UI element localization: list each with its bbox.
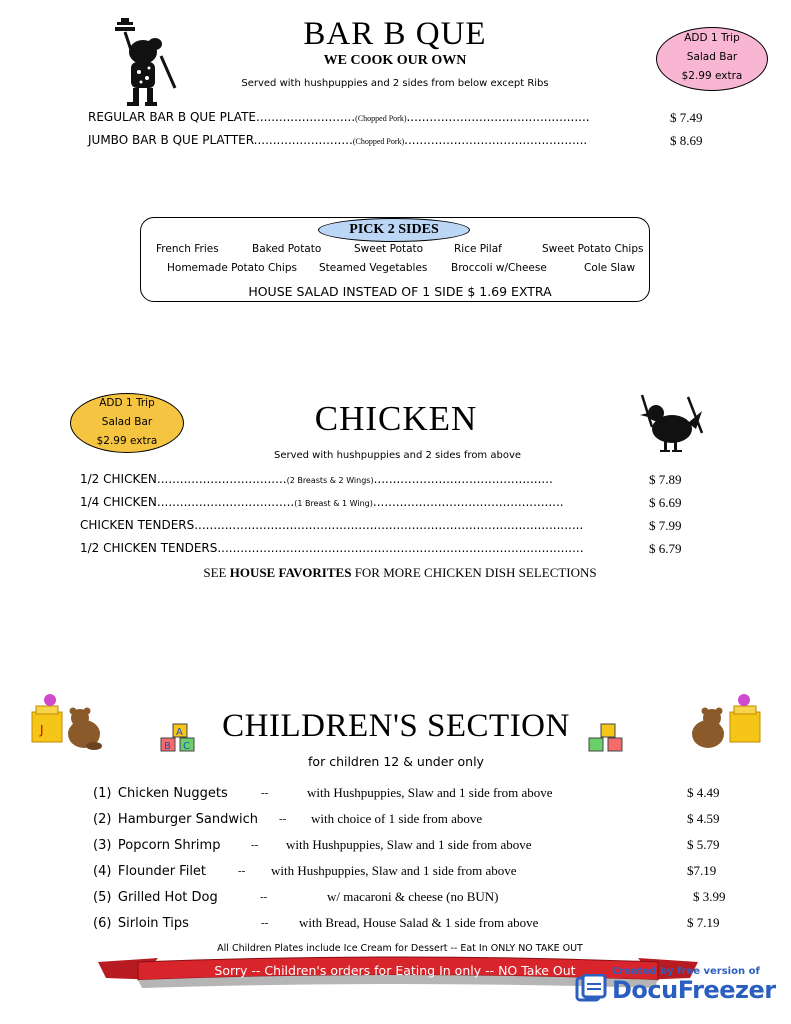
item-description: w/ macaroni & cheese (no BUN) bbox=[327, 889, 499, 904]
menu-item-row bbox=[88, 133, 713, 147]
item-name: Sirloin Tips bbox=[117, 916, 189, 931]
menu-item-row bbox=[80, 472, 700, 486]
item-price: $ 7.19 bbox=[687, 915, 720, 930]
item-dots: ............................................... bbox=[373, 472, 553, 486]
item-dash: -- bbox=[261, 917, 269, 929]
item-dash: -- bbox=[279, 813, 287, 825]
children-footnote: All Children Plates include Ice Cream for Dessert -- Eat In ONLY NO TAKE OUT bbox=[217, 943, 583, 954]
watermark-caption: Created by free version of bbox=[612, 966, 760, 977]
item-name: 1/2 CHICKEN.................................. bbox=[80, 472, 287, 486]
item-number: (3) bbox=[93, 838, 112, 853]
item-price: $ 4.59 bbox=[687, 811, 720, 826]
see-bold: HOUSE FAVORITES bbox=[229, 565, 352, 580]
banner-text: Sorry -- Children's orders for Eating In only -- NO Take Out bbox=[214, 963, 576, 978]
kids-item-row bbox=[93, 863, 733, 879]
item-note: (Chopped Pork) bbox=[352, 137, 405, 146]
item-price: $ 7.89 bbox=[649, 472, 682, 487]
item-price: $ 4.49 bbox=[687, 785, 720, 800]
salad-bar-line1: ADD 1 Trip bbox=[684, 32, 740, 44]
side-option: Broccoli w/Cheese bbox=[451, 262, 547, 274]
children-title: CHILDREN'S SECTION bbox=[222, 708, 570, 744]
item-name: Popcorn Shrimp bbox=[117, 838, 221, 853]
block-letter: B bbox=[164, 741, 171, 752]
docufreezer-logo-icon bbox=[573, 974, 609, 1004]
item-number: (2) bbox=[93, 812, 112, 827]
see-suffix: FOR MORE CHICKEN DISH SELECTIONS bbox=[351, 565, 597, 580]
item-dots: ................................................ bbox=[406, 110, 590, 124]
item-price: $7.19 bbox=[687, 863, 717, 878]
item-name: JUMBO BAR B QUE PLATTER.......................... bbox=[88, 133, 353, 147]
bbq-served-note: Served with hushpuppies and 2 sides from below except Ribs bbox=[241, 78, 549, 89]
item-description: with Bread, House Salad & 1 side from above bbox=[299, 915, 539, 930]
side-option: French Fries bbox=[156, 243, 219, 255]
block-letter: C bbox=[183, 741, 190, 752]
item-name: Grilled Hot Dog bbox=[117, 890, 218, 905]
bbq-subtitle: WE COOK OUR OWN bbox=[323, 53, 467, 68]
sides-title: PICK 2 SIDES bbox=[318, 218, 470, 242]
item-price: $ 7.49 bbox=[670, 110, 703, 125]
item-description: with Hushpuppies, Slaw and 1 side from above bbox=[307, 785, 553, 800]
item-price: $ 5.79 bbox=[687, 837, 720, 852]
item-price: $ 6.79 bbox=[649, 541, 682, 556]
abc-blocks-icon bbox=[160, 723, 200, 753]
bbq-title: BAR B QUE bbox=[303, 16, 487, 52]
salad-bar-badge bbox=[656, 27, 768, 91]
item-price: $ 3.99 bbox=[693, 889, 726, 904]
see-prefix: SEE bbox=[203, 565, 230, 580]
side-option: Baked Potato bbox=[252, 243, 322, 255]
salad-bar-line3: $2.99 extra bbox=[96, 435, 158, 447]
item-description: with Hushpuppies, Slaw and 1 side from above bbox=[271, 863, 517, 878]
side-option: Steamed Vegetables bbox=[319, 262, 428, 274]
house-favorites-note bbox=[120, 565, 680, 581]
svg-text:J: J bbox=[40, 723, 44, 737]
item-number: (4) bbox=[93, 864, 112, 879]
item-name: 1/4 CHICKEN.................................... bbox=[80, 495, 295, 509]
kids-item-row bbox=[93, 785, 733, 801]
item-name: REGULAR BAR B QUE PLATE.......................... bbox=[88, 110, 356, 124]
item-dash: -- bbox=[251, 839, 259, 851]
menu-item-row bbox=[80, 518, 700, 532]
item-price: $ 8.69 bbox=[670, 133, 703, 148]
menu-item-row bbox=[80, 495, 700, 509]
salad-bar-line2: Salad Bar bbox=[101, 416, 153, 428]
item-dots: .................................................. bbox=[372, 495, 564, 509]
item-number: (5) bbox=[93, 890, 112, 905]
chicken-with-utensils-icon bbox=[634, 393, 706, 455]
item-number: (1) bbox=[93, 786, 112, 801]
kids-item-row bbox=[93, 811, 733, 827]
children-subtitle: for children 12 & under only bbox=[308, 754, 484, 769]
side-option: Homemade Potato Chips bbox=[167, 262, 297, 274]
item-description: with Hushpuppies, Slaw and 1 side from above bbox=[286, 837, 532, 852]
item-price: $ 7.99 bbox=[649, 518, 682, 533]
item-name: Hamburger Sandwich bbox=[117, 812, 259, 827]
kids-item-row bbox=[93, 889, 733, 905]
menu-item-row bbox=[88, 110, 713, 124]
item-note: (1 Breast & 1 Wing) bbox=[294, 499, 373, 508]
item-description: with choice of 1 side from above bbox=[311, 811, 483, 826]
chicken-title: CHICKEN bbox=[314, 399, 478, 438]
item-price: $ 6.69 bbox=[649, 495, 682, 510]
side-option: Sweet Potato bbox=[354, 243, 424, 255]
item-name: Chicken Nuggets bbox=[117, 786, 228, 801]
watermark-brand: DocuFreezer bbox=[612, 976, 776, 1004]
jack-in-the-box-teddy-icon bbox=[24, 690, 108, 754]
abc-blocks-icon bbox=[588, 723, 628, 753]
kids-item-row bbox=[93, 837, 733, 853]
side-option: Cole Slaw bbox=[584, 262, 636, 274]
salad-bar-line2: Salad Bar bbox=[686, 51, 738, 63]
item-dash: -- bbox=[260, 891, 268, 903]
item-dots: ................................................ bbox=[404, 133, 588, 147]
item-dash: -- bbox=[238, 865, 246, 877]
item-dash: -- bbox=[261, 787, 269, 799]
chicken-served-note: Served with hushpuppies and 2 sides from above bbox=[273, 450, 522, 461]
block-letter: A bbox=[176, 727, 183, 738]
kids-item-row bbox=[93, 915, 733, 931]
item-number: (6) bbox=[93, 916, 112, 931]
side-option: Rice Pilaf bbox=[454, 243, 502, 255]
jack-in-the-box-teddy-icon bbox=[684, 690, 768, 754]
salad-bar-line3: $2.99 extra bbox=[681, 70, 743, 82]
house-salad-note: HOUSE SALAD INSTEAD OF 1 SIDE $ 1.69 EXTRA bbox=[248, 284, 552, 299]
side-option: Sweet Potato Chips bbox=[542, 243, 644, 255]
menu-item-row bbox=[80, 541, 700, 555]
salad-bar-badge bbox=[70, 393, 184, 453]
item-name: CHICKEN TENDERS...................................................................................................... bbox=[80, 518, 584, 532]
chef-pig-icon bbox=[103, 16, 183, 108]
item-name: 1/2 CHICKEN TENDERS................................................................................................ bbox=[80, 541, 584, 555]
item-note: (2 Breasts & 2 Wings) bbox=[286, 476, 374, 485]
salad-bar-line1: ADD 1 Trip bbox=[99, 397, 155, 409]
item-name: Flounder Filet bbox=[117, 864, 207, 879]
item-note: (Chopped Pork) bbox=[355, 114, 407, 123]
